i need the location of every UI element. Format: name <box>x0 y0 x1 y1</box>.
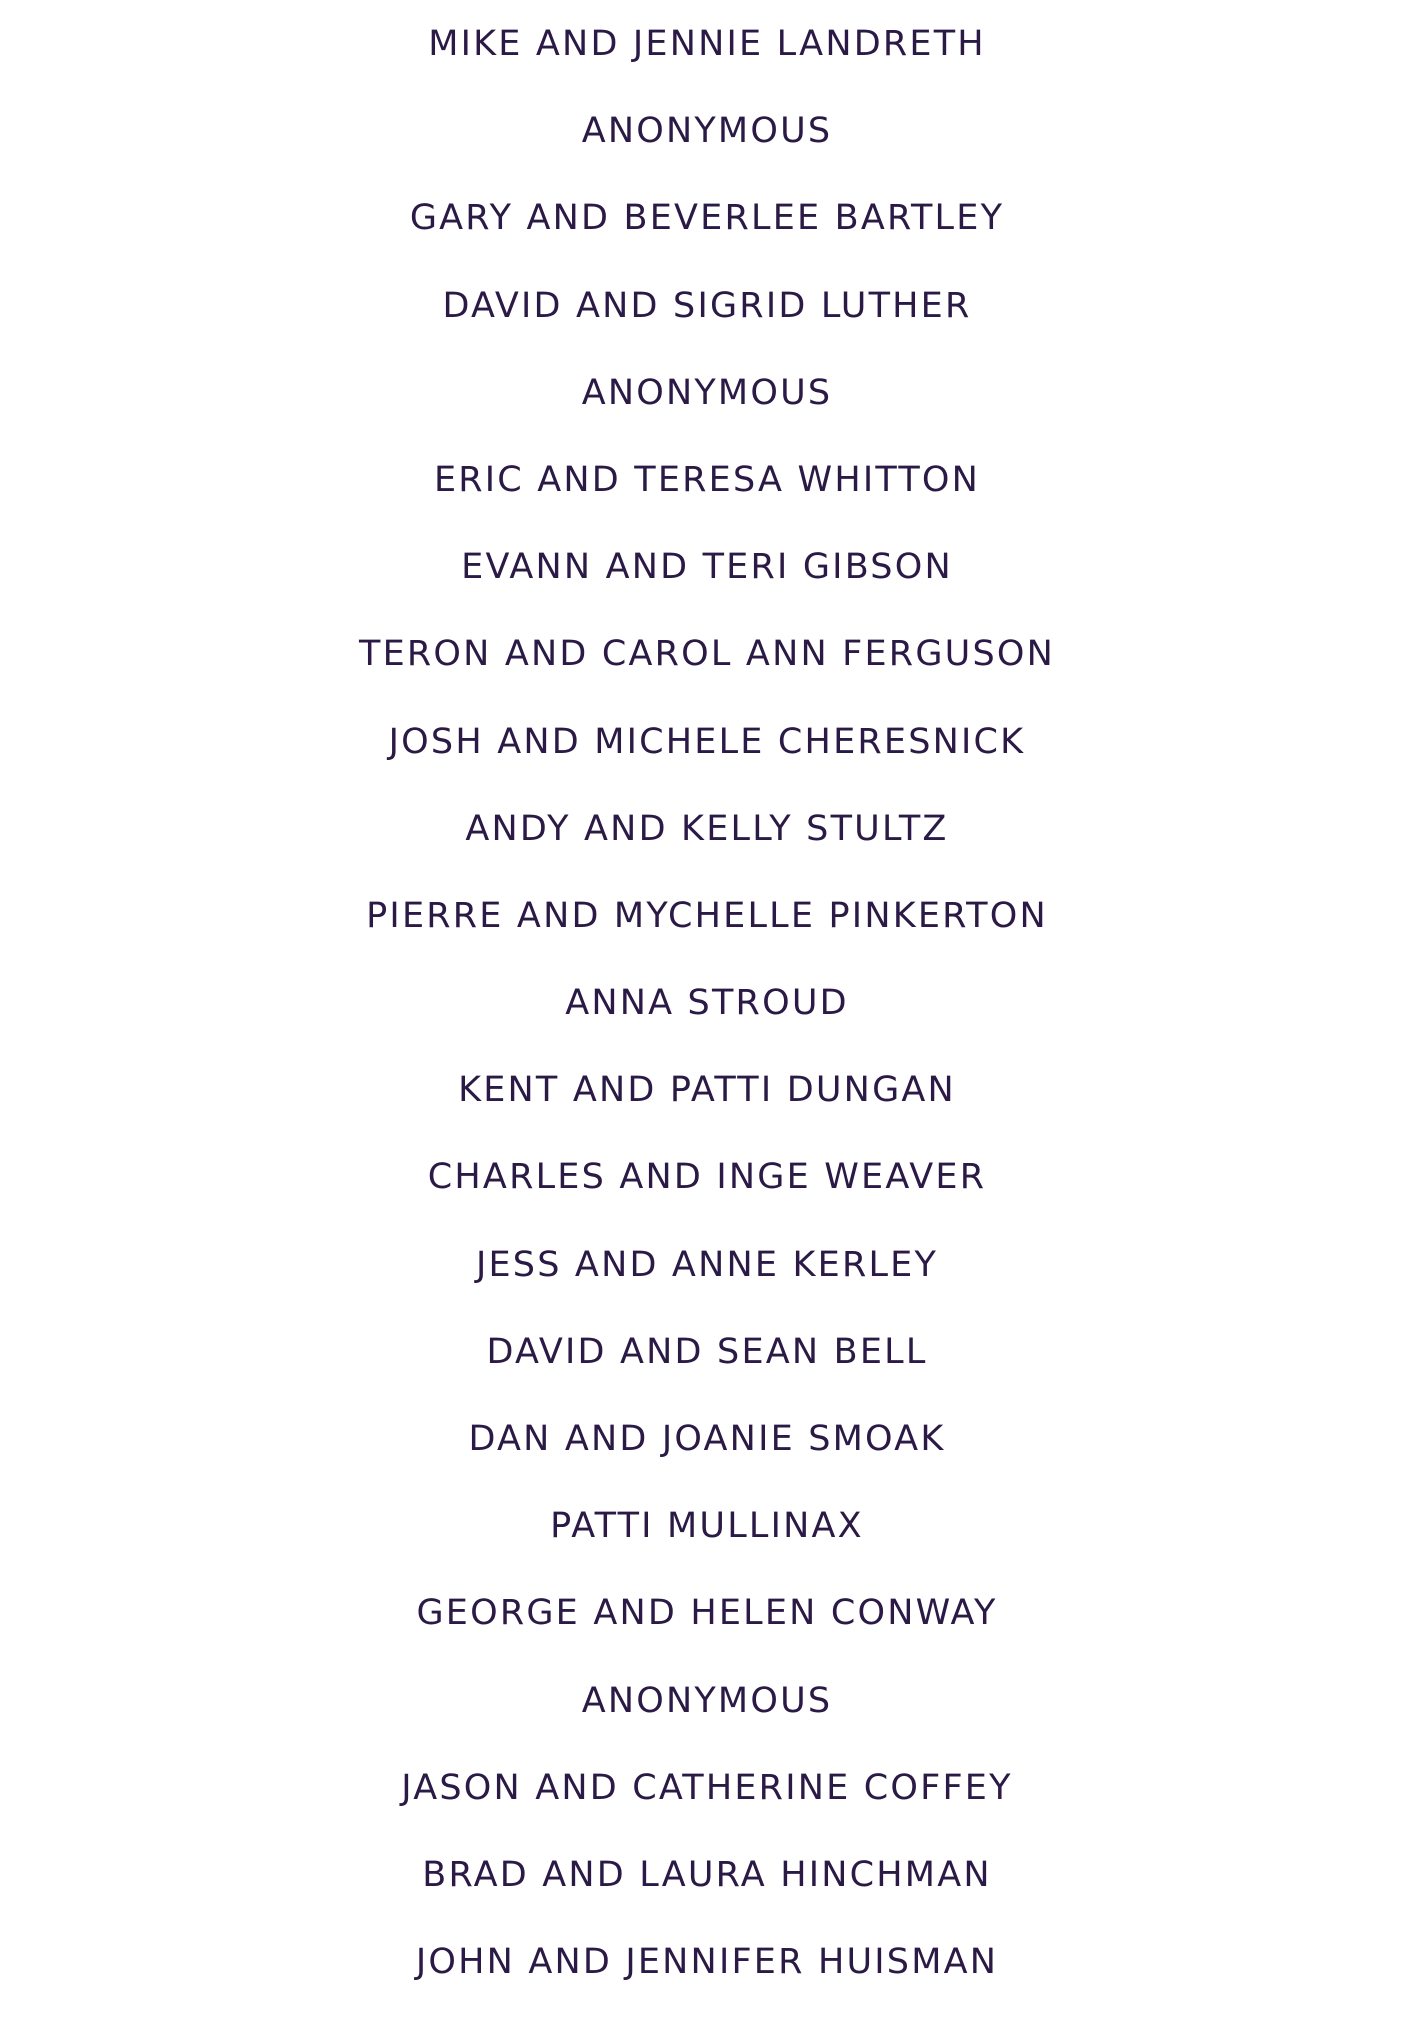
donor-name: PIERRE AND MYCHELLE PINKERTON <box>366 895 1048 936</box>
donor-name: JESS AND ANNE KERLEY <box>475 1244 939 1285</box>
donor-name: DAVID AND SEAN BELL <box>486 1331 928 1372</box>
donor-name: ANONYMOUS <box>581 372 833 413</box>
donor-name: DAN AND JOANIE SMOAK <box>468 1419 946 1459</box>
donor-name: EVANN AND TERI GIBSON <box>461 547 953 588</box>
donor-name: BRAD AND LAURA HINCHMAN <box>422 1854 992 1895</box>
donor-list <box>0 14 1414 2019</box>
donor-name: ANONYMOUS <box>581 111 833 152</box>
donor-name: KENT AND PATTI DUNGAN <box>458 1070 956 1111</box>
donor-name: GEORGE AND HELEN CONWAY <box>416 1593 998 1634</box>
donor-name: JOSH AND MICHELE CHERESNICK <box>388 721 1026 762</box>
donor-name: DAVID AND SIGRID LUTHER <box>442 285 972 326</box>
donor-name: ERIC AND TERESA WHITTON <box>433 459 981 500</box>
donor-name: PATTI MULLINAX <box>550 1506 864 1547</box>
donor-name: JASON AND CATHERINE COFFEY <box>401 1767 1013 1808</box>
donor-name: GARY AND BEVERLEE BARTLEY <box>409 198 1005 239</box>
donor-name: ANONYMOUS <box>581 1680 833 1721</box>
donor-name: ANDY AND KELLY STULTZ <box>465 808 949 849</box>
donor-name: JOHN AND JENNIFER HUISMAN <box>415 1942 999 1983</box>
donor-name: ANNA STROUD <box>565 983 849 1024</box>
donor-name: MIKE AND JENNIE LANDRETH <box>428 24 986 64</box>
donor-name: TERON AND CAROL ANN FERGUSON <box>358 634 1056 675</box>
donor-name: CHARLES AND INGE WEAVER <box>427 1157 987 1198</box>
